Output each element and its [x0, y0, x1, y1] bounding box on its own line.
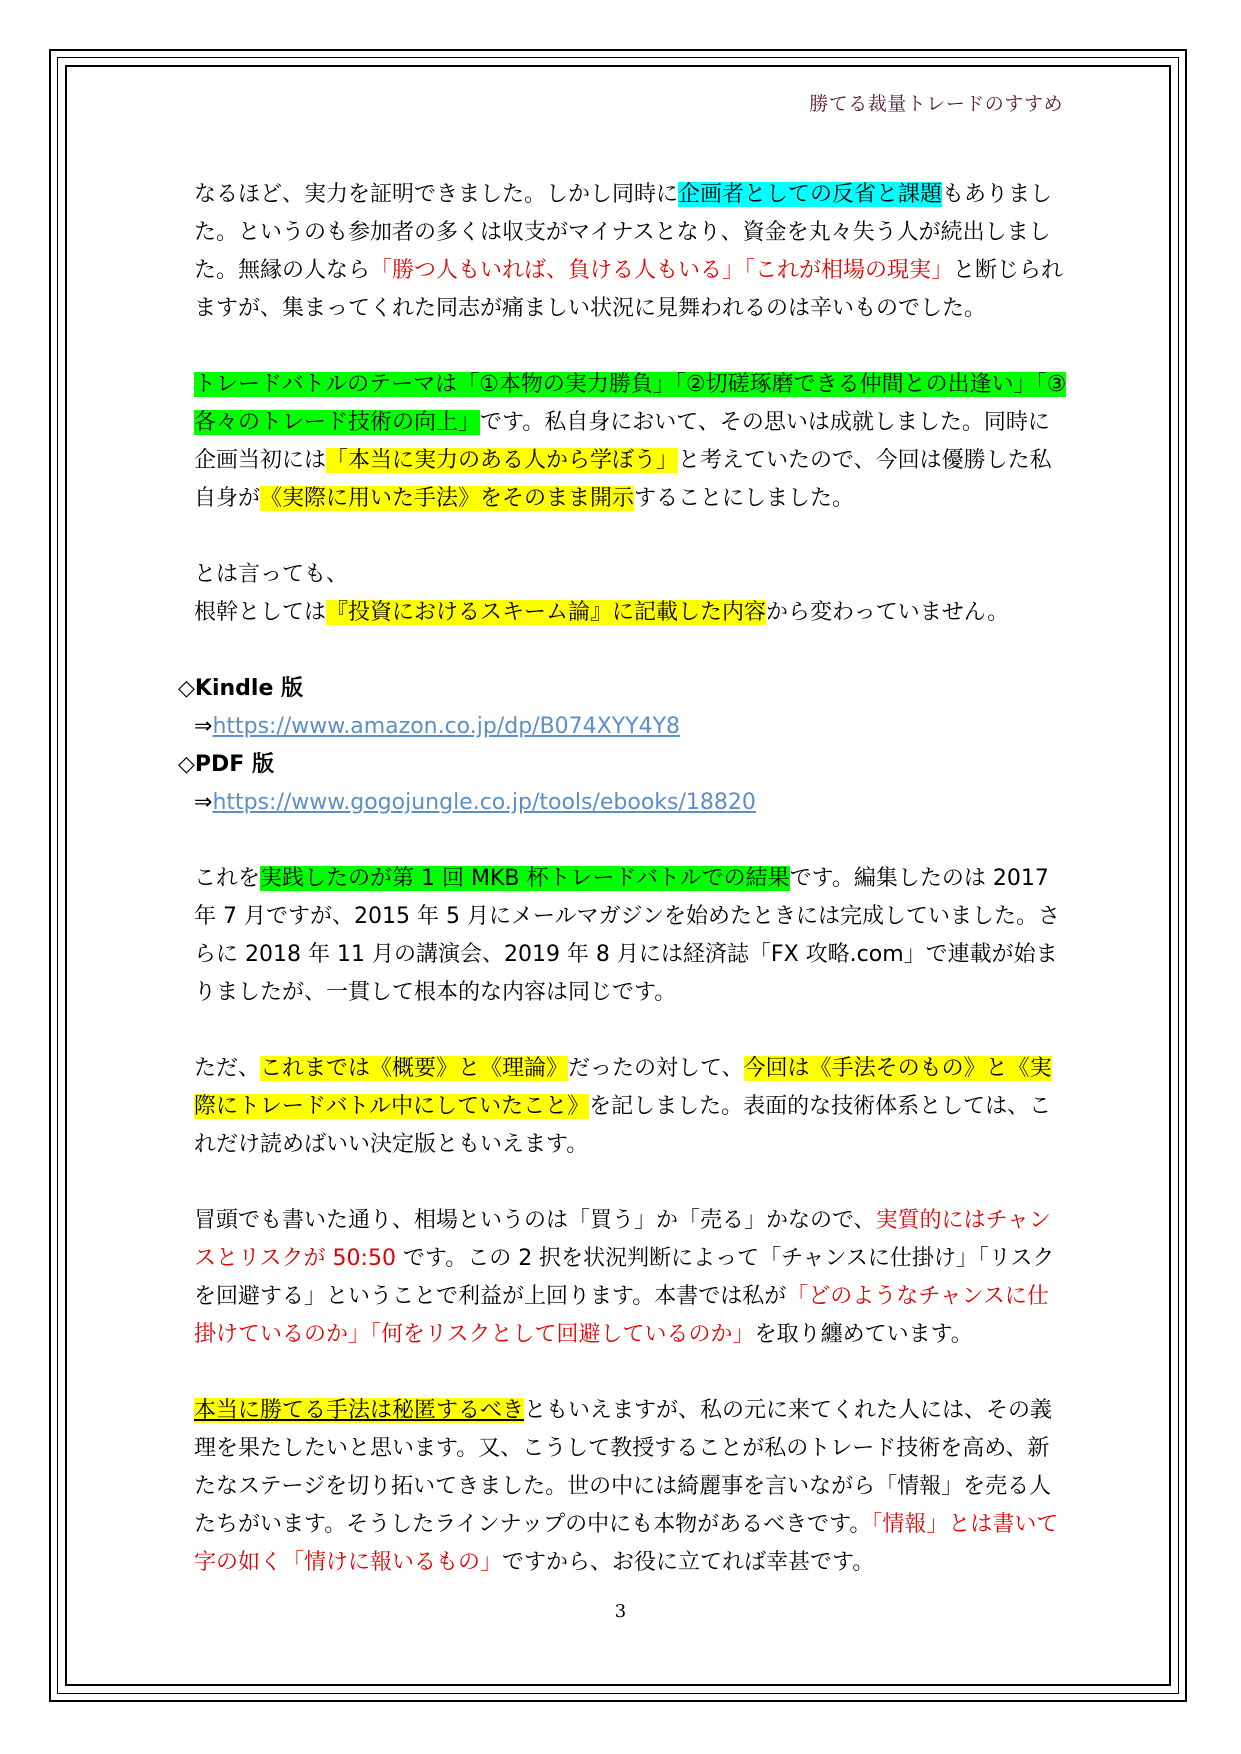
- text-run: です。私自身において、その思いは成就しました。同時に企画当初には: [194, 410, 1050, 473]
- text-run: ただ、: [194, 1056, 261, 1081]
- running-header: 勝てる裁量トレードのすすめ: [809, 93, 1063, 115]
- text-run: なるほど、実力を証明できました。しかし同時に: [194, 182, 679, 207]
- cyan-highlight: 企画者としての反省と課題: [678, 182, 943, 207]
- green-highlight: 実践したのが第 1 回 MKB 杯トレードバトルでの結果: [260, 866, 790, 891]
- text-run: これを: [194, 866, 261, 891]
- red-emphasis: 「情報」とは書いて字の如く「情けに報いるもの」: [194, 1512, 1059, 1575]
- paragraph-4: [178, 860, 1068, 1012]
- text-run: だったの対して、: [568, 1056, 744, 1081]
- text-run: ともいえますが、私の元に来てくれた人には、その義理を果たしたいと思います。又、こうして教授することが私のトレード技術を高め、新たなステージを切り拓いてきました。世の中には綺麗事を言いながら「情報」を売る人たちがいます。そうしたラインナップの中にも本物があるべきです。: [194, 1398, 1053, 1537]
- paragraph-7: [178, 1392, 1068, 1582]
- paragraph-3-line-1: とは言っても、: [194, 562, 349, 587]
- kindle-link[interactable]: https://www.amazon.co.jp/dp/B074XYY4Y8: [212, 714, 681, 739]
- text-run: することにしました。: [634, 486, 855, 511]
- kindle-link-line: [178, 708, 1068, 746]
- text-run: 根幹としては: [194, 600, 327, 625]
- text-run: と断じられますが、集まってくれた同志が痛ましい状況に見舞われるのは辛いものでした。: [194, 258, 1064, 321]
- text-run: ですから、お役に立てれば幸甚です。: [502, 1550, 875, 1575]
- green-highlight: トレードバトルのテーマは「①本物の実力勝負」「②切磋琢磨できる仲間との出逢い」「③各々のトレード技術の向上」: [194, 372, 1067, 435]
- document-body: [178, 176, 1068, 1582]
- pdf-label: ◇PDF 版: [178, 752, 274, 777]
- pdf-link[interactable]: https://www.gogojungle.co.jp/tools/ebooks/18820: [212, 790, 756, 815]
- text-run: 冒頭でも書いた通り、相場というのは「買う」か「売る」かなので、: [194, 1208, 876, 1233]
- paragraph-2: [178, 366, 1068, 518]
- text-run: を取り纏めています。: [754, 1322, 973, 1347]
- text-run: です。この 2 択を状況判断によって「チャンスに仕掛け」「リスクを回避する」ということで利益が上回ります。本書では私が: [194, 1246, 1055, 1309]
- paragraph-5: [178, 1050, 1068, 1164]
- paragraph-1: [178, 176, 1068, 328]
- red-emphasis: 「どのようなチャンスに仕掛けているのか」「何をリスクとして回避しているのか」: [194, 1284, 1049, 1347]
- yellow-highlight: 今回は《手法そのもの》と《実際にトレードバトル中にしていたこと》: [194, 1056, 1052, 1119]
- paragraph-6: [178, 1202, 1068, 1354]
- arrow-icon: ⇒: [194, 714, 213, 739]
- arrow-icon: ⇒: [194, 790, 213, 815]
- text-run: から変わっていません。: [766, 600, 1010, 625]
- red-emphasis: 実質的にはチャンスとリスクが 50:50: [194, 1208, 1051, 1271]
- yellow-highlight: 《実際に用いた手法》をそのまま開示: [260, 486, 635, 511]
- text-run: もありました。というのも参加者の多くは収支がマイナスとなり、資金を丸々失う人が続出しました。無縁の人なら: [194, 182, 1053, 283]
- yellow-highlight: 『投資におけるスキーム論』に記載した内容: [326, 600, 767, 625]
- page-number: 3: [614, 1601, 627, 1622]
- red-emphasis: 「勝つ人もいれば、負ける人もいる」「これが相場の現実」: [370, 258, 954, 283]
- kindle-label: ◇Kindle 版: [178, 676, 304, 701]
- paragraph-3-line-2: [178, 594, 1068, 632]
- text-run: を記しました。表面的な技術体系としては、これだけ読めばいい決定版ともいえます。: [194, 1094, 1052, 1157]
- yellow-highlight: これまでは《概要》と《理論》: [260, 1056, 569, 1081]
- yellow-highlight: 本当に勝てる手法は秘匿するべき: [194, 1398, 525, 1423]
- text-run: と考えていたので、今回は優勝した私自身が: [194, 448, 1052, 511]
- text-run: です。編集したのは 2017 年 7 月ですが、2015 年 5 月にメールマガジンを始めたときには完成していました。さらに 2018 年 11 月の講演会、2019 年 8 月には経済誌「FX 攻略.com」で連載が始まりましたが、一貫して根本的な内容は同じです。: [194, 866, 1060, 1005]
- pdf-link-line: [178, 784, 1068, 822]
- yellow-highlight: 「本当に実力のある人から学ぼう」: [326, 448, 679, 473]
